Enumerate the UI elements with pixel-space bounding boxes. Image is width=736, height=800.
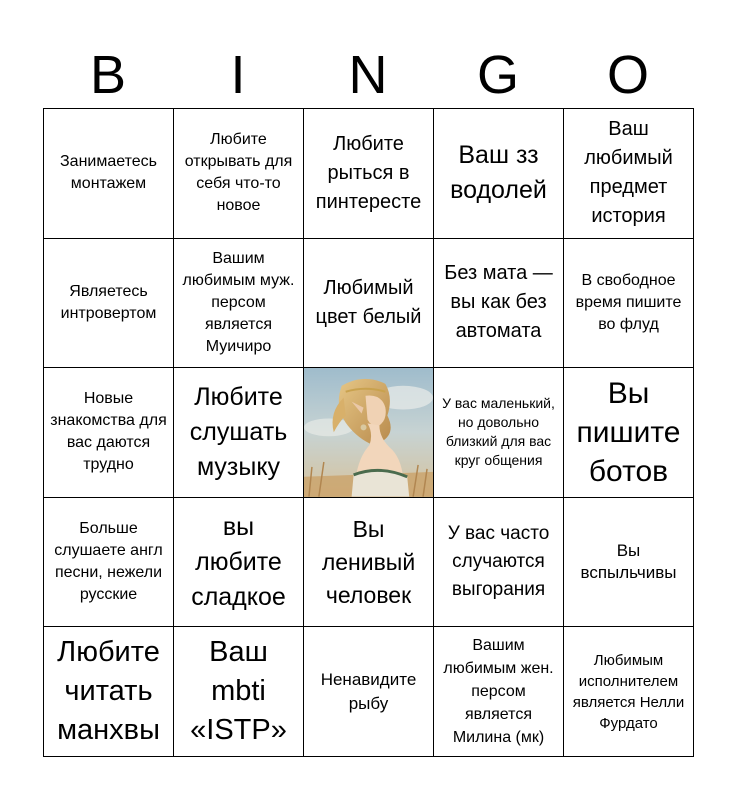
bingo-cell[interactable]: [174, 239, 304, 369]
cell-text: Без мата — вы как без автомата: [444, 262, 553, 343]
cell-text: Ненавидите рыбу: [320, 669, 417, 713]
bingo-cell[interactable]: [434, 627, 564, 757]
bingo-cell[interactable]: [434, 368, 564, 498]
cell-text: Ваш любимый предмет история: [584, 118, 673, 228]
bingo-cell[interactable]: [564, 368, 694, 498]
bingo-cell[interactable]: [44, 498, 174, 628]
cell-text: вы любите сладкое: [191, 512, 286, 611]
bingo-cell[interactable]: [434, 239, 564, 369]
cell-text: Ваш зз водолей: [450, 141, 547, 205]
bingo-cell[interactable]: [564, 239, 694, 369]
header-letter-n: N: [348, 45, 388, 105]
cell-text: В свободное время пишите во флуд: [575, 271, 682, 333]
bingo-cell[interactable]: [434, 109, 564, 239]
bingo-cell[interactable]: [174, 368, 304, 498]
free-space-cell[interactable]: [304, 368, 434, 498]
bingo-cell[interactable]: [174, 627, 304, 757]
bingo-cell[interactable]: [304, 498, 434, 628]
cell-text: Любите открывать для себя что-то новое: [184, 131, 293, 215]
cell-text: У вас маленький, но довольно близкий для вас круг общения: [442, 395, 555, 469]
cell-text: Ваш mbti «ISTP»: [190, 636, 287, 747]
cell-text: Любимый цвет белый: [315, 276, 422, 328]
cell-text: Любите читать манхвы: [57, 636, 160, 747]
bingo-cell[interactable]: [44, 239, 174, 369]
bingo-cell[interactable]: [44, 109, 174, 239]
cell-text: Являетесь интровертом: [60, 282, 157, 322]
bingo-cell[interactable]: [434, 498, 564, 628]
header-letter-o: O: [606, 45, 649, 105]
header-letter-g: G: [476, 45, 519, 105]
bingo-cell[interactable]: [304, 239, 434, 369]
bingo-grid: [43, 108, 694, 757]
bingo-cell[interactable]: [174, 109, 304, 239]
bingo-cell[interactable]: [564, 498, 694, 628]
bingo-cell[interactable]: [44, 627, 174, 757]
cell-text: Вашим любимым муж. персом является Муичиро: [182, 249, 295, 355]
cell-text: Любите слушать музыку: [189, 382, 288, 481]
cell-text: Занимаетесь монтажем: [60, 153, 157, 193]
bingo-header: [43, 42, 693, 108]
bingo-cell[interactable]: [564, 627, 694, 757]
bingo-cell[interactable]: [44, 368, 174, 498]
cell-text: Новые знакомства для вас даются трудно: [50, 390, 167, 474]
cell-text: Любимым исполнителем является Нелли Фурдато: [572, 651, 685, 732]
bingo-cell[interactable]: [174, 498, 304, 628]
bingo-cell[interactable]: [304, 627, 434, 757]
header-letter-b: B: [89, 45, 127, 105]
cell-text: Больше слушаете англ песни, нежели русские: [54, 520, 163, 604]
cell-text: Вы пишите ботов: [576, 376, 681, 488]
bingo-cell[interactable]: [564, 109, 694, 239]
elf-girl-illustration-icon: [304, 368, 433, 497]
bingo-cell[interactable]: [304, 109, 434, 239]
cell-text: Вашим любимым жен. персом является Милина (мк): [443, 637, 554, 747]
header-letter-i: I: [230, 45, 246, 105]
cell-text: Вы вспыльчивы: [580, 541, 677, 583]
cell-text: Вы ленивый человек: [321, 515, 416, 608]
cell-text: У вас часто случаются выгорания: [447, 523, 550, 601]
cell-text: Любите рыться в пинтересте: [315, 132, 422, 213]
